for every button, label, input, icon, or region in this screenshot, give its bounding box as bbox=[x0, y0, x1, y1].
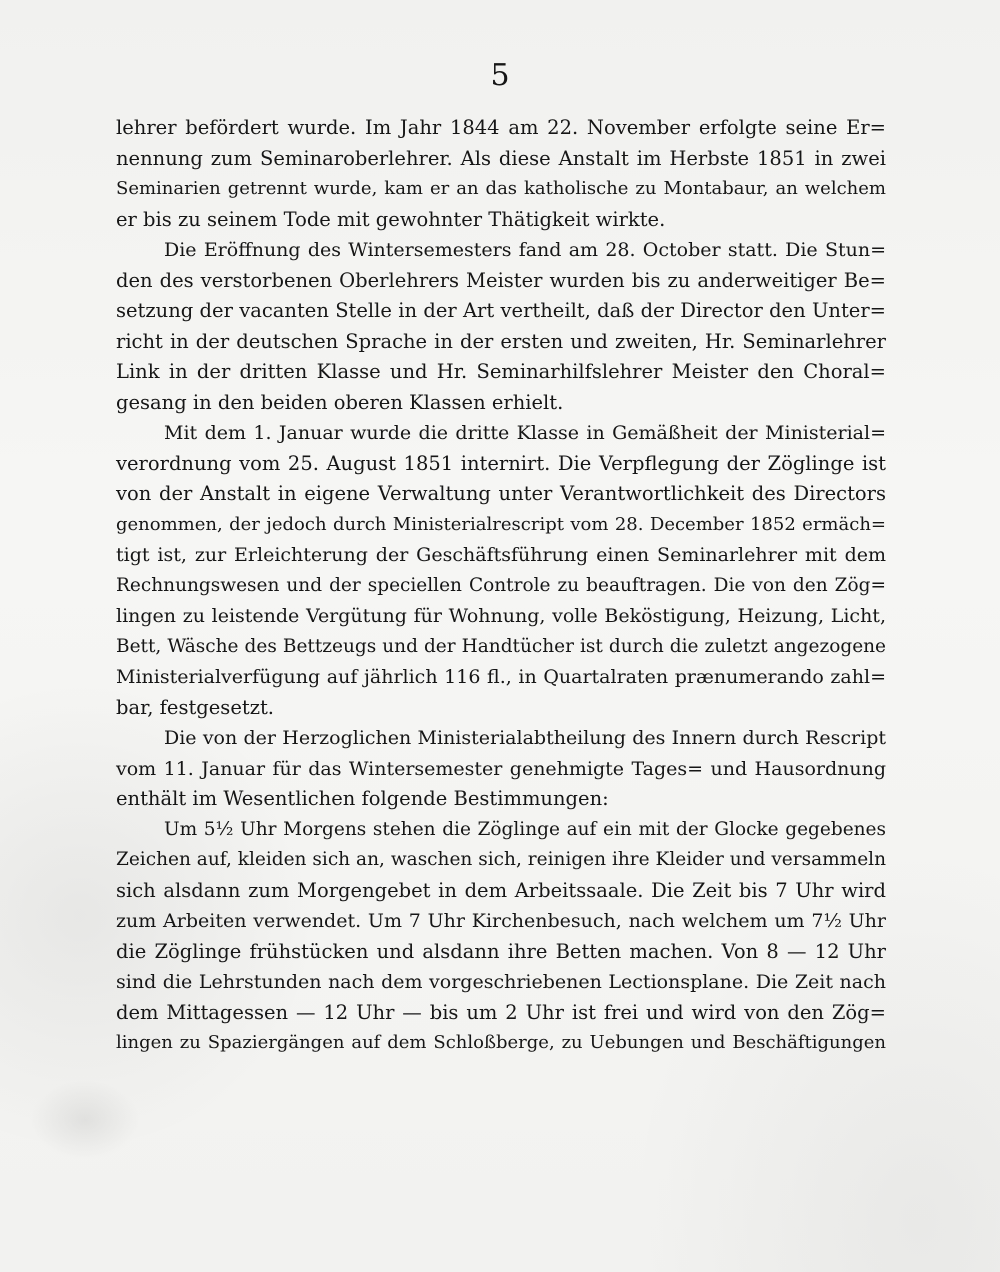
text-line: lingen zu leistende Vergütung für Wohnung, volle Beköstigung, Heizung, Licht, bbox=[116, 605, 886, 627]
paper-stain bbox=[30, 1080, 140, 1160]
text-line: Die von der Herzoglichen Ministerialabtheilung des Innern durch Rescript bbox=[164, 727, 886, 749]
text-line: enthält im Wesentlichen folgende Bestimmungen: bbox=[116, 787, 609, 810]
text-line: Rechnungswesen und der speciellen Controle zu beauftragen. Die von den Zög= bbox=[116, 574, 886, 596]
text-line: vom 11. Januar für das Wintersemester genehmigte Tages= und Hausordnung bbox=[116, 757, 886, 780]
text-line: sind die Lehrstunden nach dem vorgeschriebenen Lectionsplane. Die Zeit nach bbox=[116, 971, 886, 993]
text-line: Die Eröffnung des Wintersemesters fand am 28. October statt. Die Stun= bbox=[164, 239, 886, 261]
text-line: sich alsdann zum Morgengebet in dem Arbeitssaale. Die Zeit bis 7 Uhr wird bbox=[116, 878, 886, 902]
text-line: Link in der dritten Klasse und Hr. Seminarhilfslehrer Meister den Choral= bbox=[116, 360, 886, 383]
text-line: zum Arbeiten verwendet. Um 7 Uhr Kirchenbesuch, nach welchem um 7½ Uhr bbox=[116, 910, 886, 932]
text-line: er bis zu seinem Tode mit gewohnter Thätigkeit wirkte. bbox=[116, 207, 666, 231]
text-line: tigt ist, zur Erleichterung der Geschäftsführung einen Seminarlehrer mit dem bbox=[116, 544, 886, 566]
body-text bbox=[116, 113, 886, 1059]
text-line: Zeichen auf, kleiden sich an, waschen sich, reinigen ihre Kleider und versammeln bbox=[116, 849, 886, 870]
text-line: richt in der deutschen Sprache in der ersten und zweiten, Hr. Seminarlehrer bbox=[116, 329, 886, 353]
text-line: Mit dem 1. Januar wurde die dritte Klasse in Gemäßheit der Ministerial= bbox=[164, 422, 886, 444]
text-line: Ministerialverfügung auf jährlich 116 fl., in Quartalraten prænumerando zahl= bbox=[116, 666, 886, 688]
text-line: die Zöglinge frühstücken und alsdann ihre Betten machen. Von 8 — 12 Uhr bbox=[116, 939, 886, 963]
text-line: Bett, Wäsche des Bettzeugs und der Handtücher ist durch die zuletzt angezogene bbox=[116, 635, 886, 657]
text-line: lingen zu Spaziergängen auf dem Schloßberge, zu Uebungen und Beschäftigungen bbox=[116, 1032, 886, 1053]
text-line: verordnung vom 25. August 1851 internirt. Die Verpflegung der Zöglinge ist bbox=[116, 451, 886, 475]
text-line: von der Anstalt in eigene Verwaltung unter Verantwortlichkeit des Directors bbox=[116, 482, 886, 505]
page-number: 5 bbox=[490, 58, 510, 93]
text-line: Um 5½ Uhr Morgens stehen die Zöglinge auf ein mit der Glocke gegebenes bbox=[164, 818, 886, 840]
text-line: setzung der vacanten Stelle in der Art vertheilt, daß der Director den Unter= bbox=[116, 299, 886, 322]
text-line: nennung zum Seminaroberlehrer. Als diese Anstalt im Herbste 1851 in zwei bbox=[116, 146, 886, 170]
text-line: lehrer befördert wurde. Im Jahr 1844 am 22. November erfolgte seine Er= bbox=[116, 116, 886, 139]
text-line: gesang in den beiden oberen Klassen erhielt. bbox=[116, 390, 564, 414]
text-line: bar, festgesetzt. bbox=[116, 695, 274, 719]
text-line: den des verstorbenen Oberlehrers Meister wurden bis zu anderweitiger Be= bbox=[116, 268, 886, 292]
text-line: genommen, der jedoch durch Ministerialrescript vom 28. December 1852 ermäch= bbox=[116, 513, 886, 535]
text-line: Seminarien getrennt wurde, kam er an das katholische zu Montabaur, an welchem bbox=[116, 178, 886, 199]
text-line: dem Mittagessen — 12 Uhr — bis um 2 Uhr ist frei und wird von den Zög= bbox=[116, 1000, 886, 1024]
